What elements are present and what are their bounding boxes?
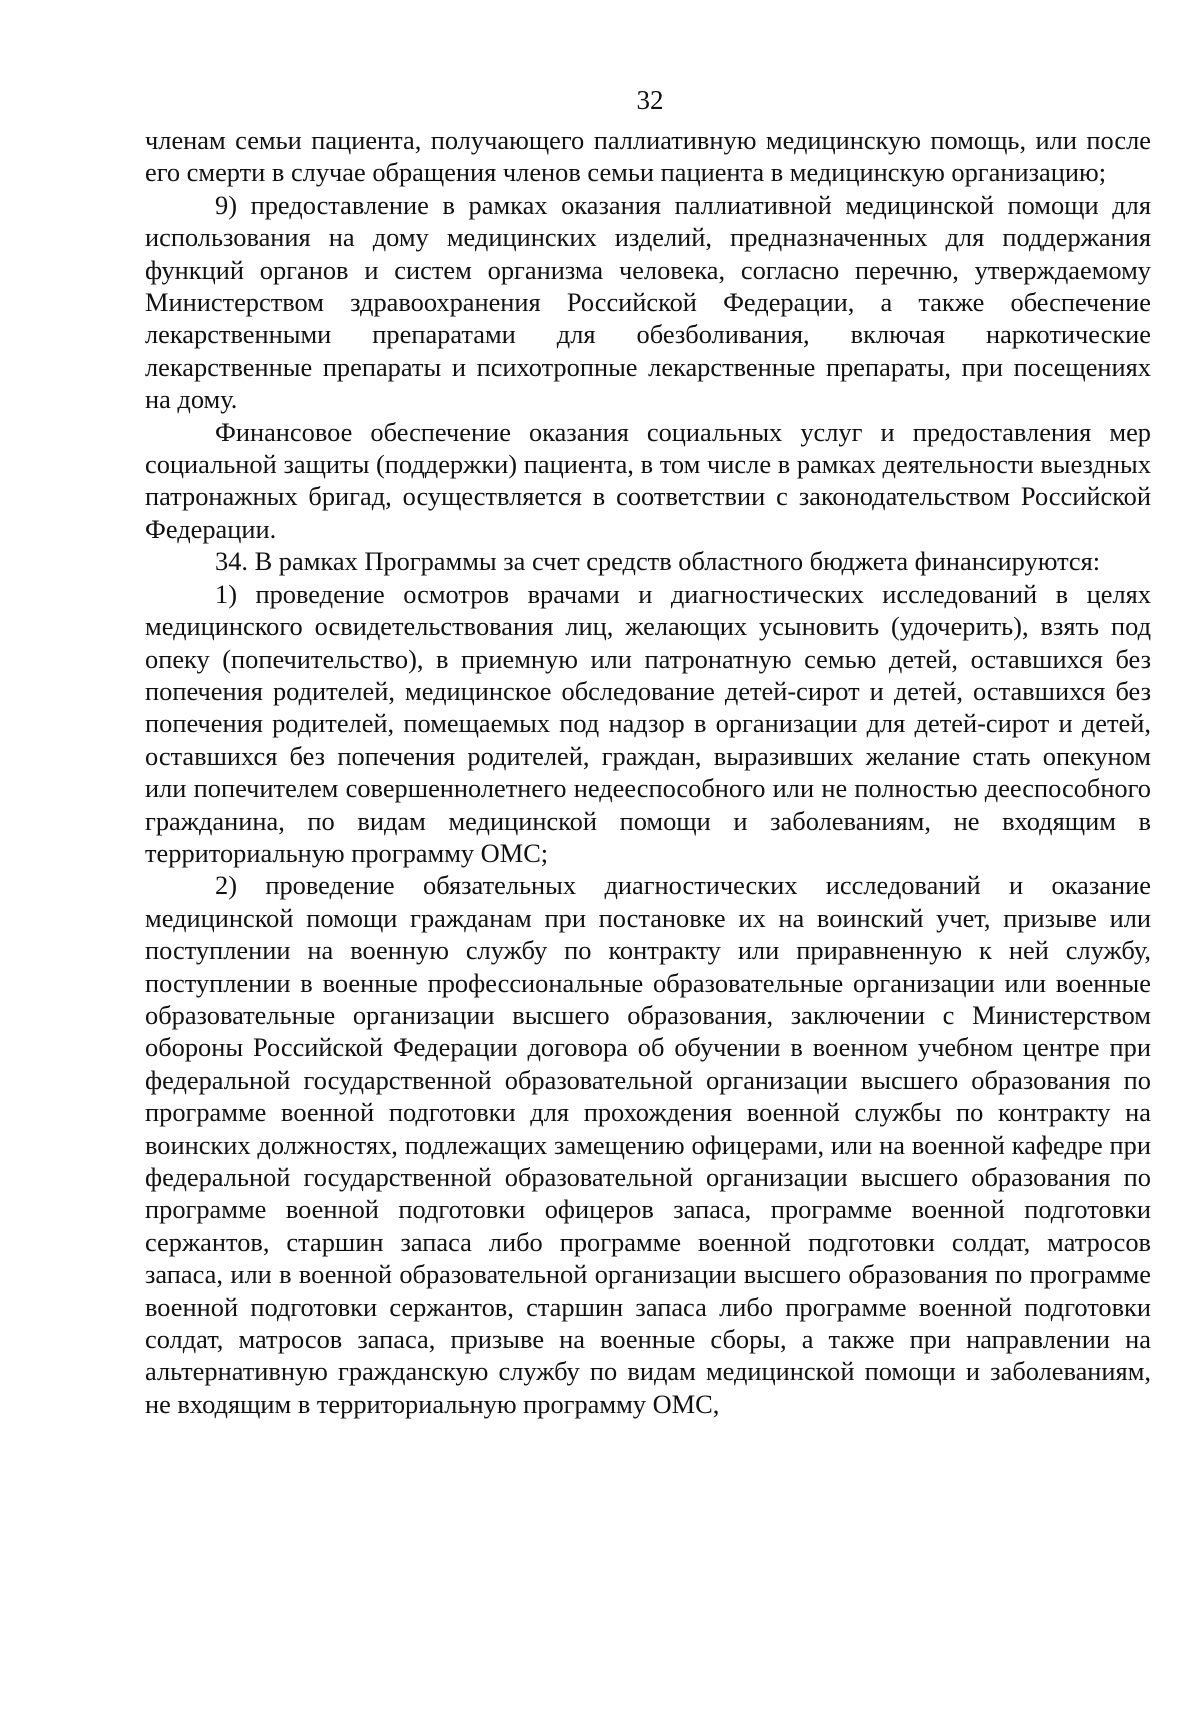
- page-number: 32: [636, 85, 664, 115]
- paragraph-item-9: 9) предоставление в рамках оказания паллиативной медицинской помощи для использования на дому медицинских изделий, предназначенных для поддержания функций органов и систем организма человека, согласно перечню, утверждаемому Министерством здравоохранения Российской Федерации, а также обеспечение лекарственными препаратами для обезболивания, включая наркотические лекарственные препараты и психотропные лекарственные препараты, при посещениях на дому.: [145, 189, 1151, 415]
- paragraph-clause-34: 34. В рамках Программы за счет средств областного бюджета финансируются:: [215, 546, 1101, 577]
- paragraph-item-2: 2) проведение обязательных диагностических исследований и оказание медицинской помощи гражданам при постановке их на воинский учет, призыве или поступлении на военную службу по контракту или приравненную к ней службу, поступлении в военные профессиональные образовательные организации или военные образовательные организации высшего образования, заключении с Министерством обороны Российской Федерации договора об обучении в военном учебном центре при федеральной государственной образовательной организации высшего образования по программе военной подготовки для прохождения военной службы по контракту на воинских должностях, подлежащих замещению офицерами, или на военной кафедре при федеральной государственной образовательной организации высшего образования по программе военной подготовки офицеров запаса, программе военной подготовки сержантов, старшин запаса либо программе военной подготовки солдат, матросов запаса, или в военной образовательной организации высшего образования по программе военной подготовки сержантов, старшин запаса либо программе военной подготовки солдат, матросов запаса, призыве на военные сборы, а также при направлении на альтернативную гражданскую службу по видам медицинской помощи и заболеваниям, не входящим в территориальную программу ОМС,: [145, 870, 1151, 1419]
- document-body: [145, 124, 1151, 1420]
- paragraph-item-1: 1) проведение осмотров врачами и диагностических исследований в целях медицинского освидетельствования лиц, желающих усыновить (удочерить), взять под опеку (попечительство), в приемную или патронатную семью детей, оставшихся без попечения родителей, медицинское обследование детей-сирот и детей, оставшихся без попечения родителей, помещаемых под надзор в организации для детей-сирот и детей, оставшихся без попечения родителей, граждан, выразивших желание стать опекуном или попечителем совершеннолетнего недееспособного или не полностью дееспособного гражданина, по видам медицинской помощи и заболеваниям, не входящим в территориальную программу ОМС;: [145, 578, 1151, 868]
- paragraph-continuation: членам семьи пациента, получающего паллиативную медицинскую помощь, или после его смерти в случае обращения членов семьи пациента в медицинскую организацию;: [145, 125, 1151, 188]
- paragraph-financing: Финансовое обеспечение оказания социальных услуг и предоставления мер социальной защиты (поддержки) пациента, в том числе в рамках деятельности выездных патронажных бригад, осуществляется в соответствии с законодательством Российской Федерации.: [145, 416, 1151, 544]
